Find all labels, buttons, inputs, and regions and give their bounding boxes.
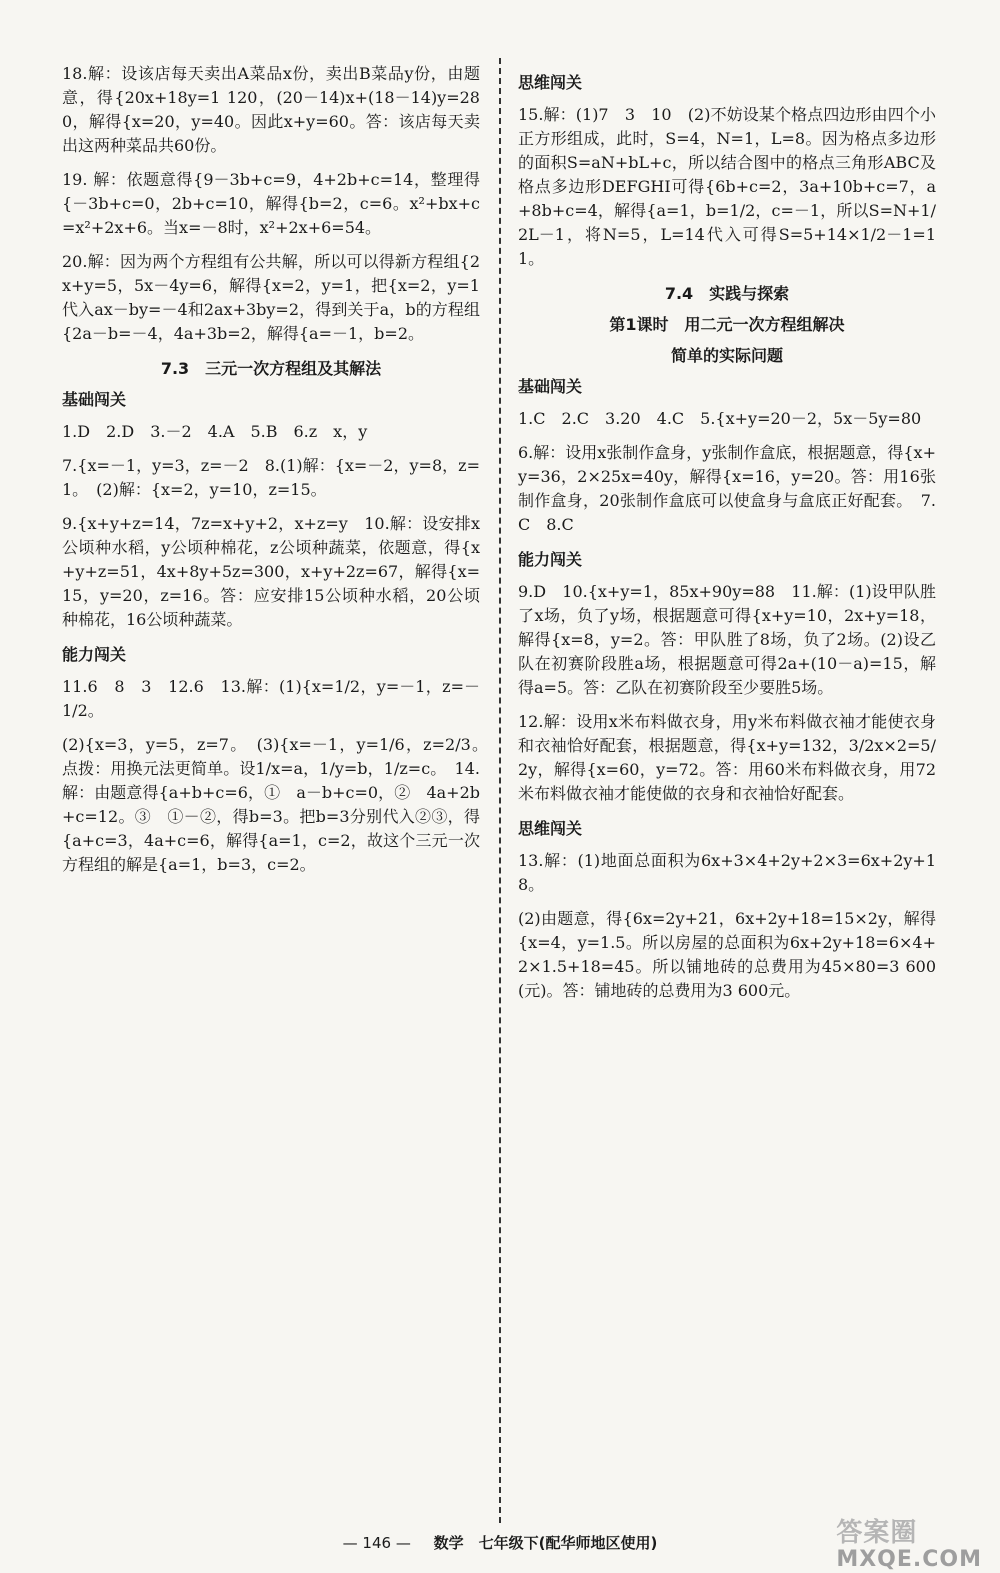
section-heading: 基础闯关 <box>62 390 127 409</box>
answer-paragraph: 13.解：(1)地面总面积为6x+3×4+2y+2×3=6x+2y+18。 <box>518 851 936 894</box>
answer-paragraph: (2){x=3，y=5，z=7。 (3){x=－1，y=1/6，z=2/3。 点拨：用换元法更简单。设1/x=a，1/y=b，1/z=c。 14.解：由题意得{a+b+c=6，① a－b+c=0，② 4a+2b+c=12。③ ①－②，得b=3。把b=3分别代入②③，得{a+c=3，4a+c=6，解得{a=1，c=2，故这个三元一次方程组的解是{a=1，b=3，c=2。 <box>62 735 497 874</box>
answer-paragraph: 9.D 10.{x+y=1，85x+90y=88 11.解：(1)设甲队胜了x场，负了y场，根据题意可得{x+y=10，2x+y=18，解得{x=8，y=2。答：甲队胜了8场，负了2场。(2)设乙队在初赛阶段胜a场，根据题意可得2a+(10－a)=15，解得a=5。答：乙队在初赛阶段至少要胜5场。 <box>518 582 936 697</box>
answer-paragraph: 18.解：设该店每天卖出A菜品x份，卖出B菜品y份，由题意，得{20x+18y=1 120，(20－14)x+(18－14)y=280，解得{x=20，y=40。因此x+y=60。答：该店每天卖出这两种菜品共60份。 <box>62 64 480 155</box>
watermark-cn: 答案圈 <box>836 1518 918 1548</box>
page-number: — 146 — <box>342 1534 411 1552</box>
answer-paragraph: 1.C 2.C 3.20 4.C 5.{x+y=20－2，5x－5y=80 <box>518 409 922 428</box>
answer-paragraph: (2)由题意，得{6x=2y+21，6x+2y+18=15×2y，解得{x=4，y=1.5。所以房屋的总面积为6x+2y+18=6×4+2×1.5+18=45。所以铺地砖的总费用为45×80=3 600(元)。答：铺地砖的总费用为3 600元。 <box>518 909 936 1000</box>
left-column <box>62 62 497 887</box>
answer-paragraph: 15.解：(1)7 3 10 (2)不妨设某个格点四边形由四个小正方形组成，此时，S=4，N=1，L=8。因为格点多边形的面积S=aN+bL+c，所以结合图中的格点三角形ABC及格点多边形DEFGHI可得{6b+c=2，3a+10b+c=7，a+8b+c=4，解得{a=1，b=1/2，c=－1，所以S=N+1/2L－1，将N=5，L=14代入可得S=5+14×1/2－1=11。 <box>518 105 936 268</box>
footer-title: 数学 七年级下(配华师地区使用) <box>433 1534 658 1552</box>
section-heading: 能力闯关 <box>62 645 127 664</box>
section-heading: 能力闯关 <box>518 550 583 569</box>
section-heading: 思维闯关 <box>518 73 583 92</box>
answer-paragraph: 6.解：设用x张制作盒身，y张制作盒底，根据题意，得{x+y=36，2×25x=40y，解得{x=16，y=20。答：用16张制作盒身，20张制作盒底可以使盒身与盒底正好配套。 7.C 8.C <box>518 443 936 534</box>
section-heading: 思维闯关 <box>518 819 583 838</box>
answer-paragraph: 12.解：设用x米布料做衣身，用y米布料做衣袖才能使衣身和衣袖恰好配套，根据题意，得{x+y=132，3/2x×2=5/2y，解得{x=60，y=72。答：用60米布料做衣身，用72米布料做衣袖才能使做的衣身和衣袖恰好配套。 <box>518 712 936 803</box>
section-heading: 基础闯关 <box>518 377 583 396</box>
watermark-en: MXQE.COM <box>836 1547 982 1572</box>
right-column <box>518 62 936 1013</box>
answer-paragraph: 20.解：因为两个方程组有公共解，所以可以得新方程组{2x+y=5，5x－4y=6，解得{x=2，y=1，把{x=2，y=1代入ax－by=－4和2ax+3by=2，得到关于a，b的方程组{2a－b=－4，4a+3b=2，解得{a=－1，b=2。 <box>62 252 480 343</box>
watermark-logo <box>836 1512 982 1572</box>
answer-paragraph: 19. 解：依题意得{9－3b+c=9，4+2b+c=14，整理得{－3b+c=0，2b+c=10，解得{b=2，c=6。x²+bx+c=x²+2x+6。当x=－8时，x²+2x+6=54。 <box>62 170 480 237</box>
answer-paragraph: 11.6 8 3 12.6 13.解：(1){x=1/2，y=－1，z=－1/2。 <box>62 677 480 720</box>
section-title: 7.3 三元一次方程组及其解法 <box>160 359 382 378</box>
section-title: 简单的实际问题 <box>670 346 783 365</box>
column-divider <box>499 58 501 1523</box>
answer-paragraph: 1.D 2.D 3.－2 4.A 5.B 6.z x，y <box>62 422 368 441</box>
section-title: 第1课时 用二元一次方程组解决 <box>609 315 845 334</box>
section-title: 7.4 实践与探索 <box>664 284 790 303</box>
answer-paragraph: 9.{x+y+z=14，7z=x+y+2，x+z=y 10.解：设安排x公顷种水稻，y公顷种棉花，z公顷种蔬菜，依题意，得{x+y+z=51，4x+8y+5z=300，x+y+2z=67，解得{x=15，y=20，z=16。答：应安排15公顷种水稻，20公顷种棉花，16公顷种蔬菜。 <box>62 514 480 629</box>
answer-paragraph: 7.{x=－1，y=3，z=－2 8.(1)解：{x=－2，y=8，z=1。 (2)解：{x=2，y=10，z=15。 <box>62 456 480 499</box>
